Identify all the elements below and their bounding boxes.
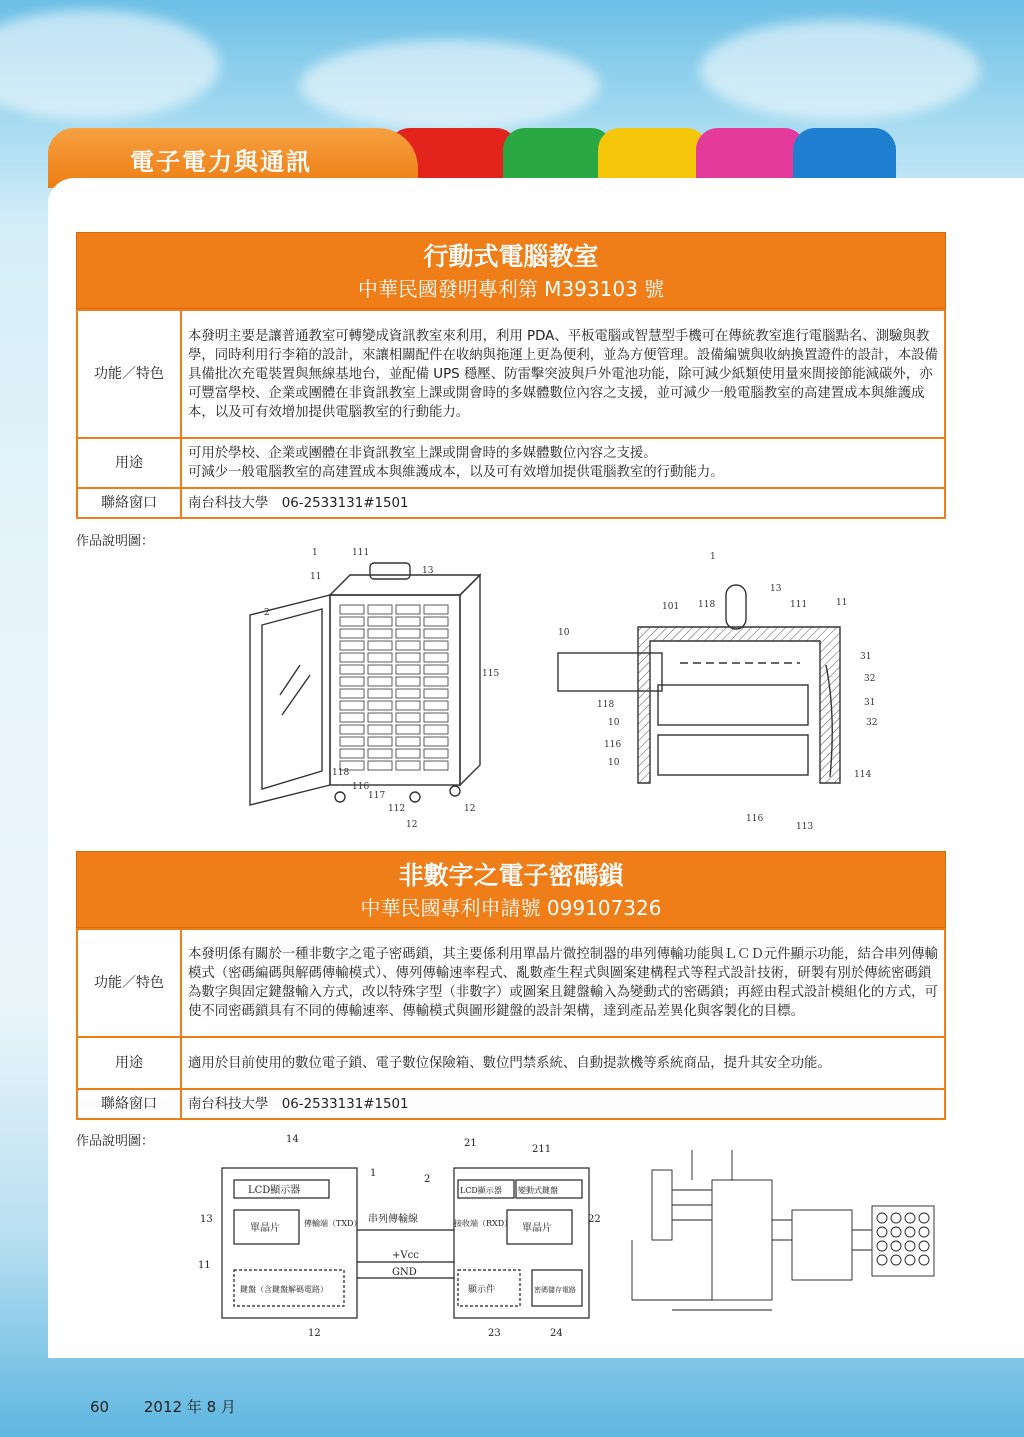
callout-label: 10	[558, 628, 570, 638]
callout-label: 118	[698, 600, 716, 610]
lcd-left-label: LCD顯示器	[248, 1185, 301, 1196]
callout-label: 22	[588, 1214, 601, 1225]
page-number: 60	[90, 1398, 110, 1416]
callout-label: 21	[464, 1138, 477, 1149]
serial-label: 串列傳輸線	[368, 1214, 418, 1225]
shelf-slot	[340, 689, 364, 698]
shelf-slot	[368, 689, 392, 698]
display-label: 顯示件	[468, 1285, 496, 1295]
features-text: 本發明係有關於一種非數字之電子密碼鎖，其主要係利用單晶片微控制器的串列傳輸功能與ＬＣＤ元件顯示功能，結合串列傳輸模式（密碼編碼與解碼傳輸模式）、傳列傳輸速率程式、亂數產生程式與圖案建構程式等程式設計技術，研製有別於傳統密碼鎖為數字與固定鍵盤輸入方式，改以特殊字型（非數字）或圖案且鍵盤輸入為變動式的密碼鎖；再經由程式設計模組化的方式，可使不同密碼鎖具有不同的傳輸速率、傳輸模式與圖形鍵盤的設計架構，達到產品差異化與客製化的目標。	[181, 929, 945, 1037]
shelf-slot	[340, 701, 364, 710]
callout-label: 2	[424, 1174, 431, 1185]
shelf-slot	[368, 641, 392, 650]
shelf-slot	[340, 737, 364, 746]
shelf-slot	[396, 701, 420, 710]
shelf-slot	[396, 665, 420, 674]
keypad-key	[905, 1241, 915, 1251]
shelf-slot	[396, 677, 420, 686]
keypad-key	[877, 1227, 887, 1237]
keypad-key	[877, 1255, 887, 1265]
shelf-slot	[368, 629, 392, 638]
callout-label: 101	[662, 602, 680, 612]
lcd-right-label: LCD顯示器	[460, 1186, 502, 1195]
patent-info-table	[76, 309, 946, 519]
contact-value: 南台科技大學 06-2533131#1501	[181, 1089, 945, 1119]
patent-number: 中華民國專利申請號 099107326	[360, 896, 662, 920]
keypad-key	[891, 1255, 901, 1265]
patent-title: 非數字之電子密碼鎖	[398, 861, 624, 890]
keypad-key	[919, 1227, 929, 1237]
callout-label: 111	[352, 548, 370, 558]
shelf-slot	[396, 617, 420, 626]
callout-label: 13	[200, 1214, 213, 1225]
shelf-slot	[368, 665, 392, 674]
shelf-slot	[396, 605, 420, 614]
callout-label: 111	[790, 600, 808, 610]
callout-label: 211	[532, 1144, 552, 1155]
callout-label: 1	[312, 548, 318, 558]
callout-label: 13	[422, 566, 434, 576]
shelf-slot	[368, 677, 392, 686]
shelf-slot	[368, 701, 392, 710]
shelf-slot	[396, 713, 420, 722]
shelf-slot	[424, 665, 448, 674]
page-footer	[90, 1396, 236, 1417]
shelf-slot	[396, 749, 420, 758]
keypad-key	[919, 1241, 929, 1251]
shelf-slot	[424, 629, 448, 638]
shelf-slot	[424, 725, 448, 734]
figure-caption: 作品說明圖：	[76, 534, 155, 549]
shelf-slot	[396, 629, 420, 638]
features-text: 本發明主要是讓普通教室可轉變成資訊教室來利用，利用 PDA、平板電腦或智慧型手機可在傳統教室進行電腦點名、測驗與教學，同時利用行李箱的設計，來讓相關配件在收納與拖運上更為便利，並為方便管理。設備編號與收納換置證件的設計，本設備具備批次充電裝置與無線基地台，並配備 UPS 穩壓、防雷擊突波與戶外電池功能，除可減少紙類使用量來間接節能減碳外，亦可豐富學校、企業或團體在非資訊教室上課或開會時的多媒體數位內容之支援，並可減少一般電腦教室的高建置成本與維護成本，以及可有效增加提供電腦教室的行動能力。	[181, 310, 945, 438]
features-label: 功能／特色	[77, 310, 181, 438]
callout-label: 116	[746, 814, 764, 824]
keypad-key	[919, 1213, 929, 1223]
contact-value: 南台科技大學 06-2533131#1501	[181, 488, 945, 518]
callout-label: 32	[864, 674, 876, 684]
shelf-slot	[368, 725, 392, 734]
cloud	[300, 40, 600, 130]
shelf-slot	[396, 641, 420, 650]
keypad-key	[905, 1227, 915, 1237]
callout-label: 115	[482, 669, 500, 679]
callout-label: 10	[608, 718, 620, 728]
shelf-slot	[368, 605, 392, 614]
keypad-label: 變動式鍵盤	[518, 1186, 558, 1195]
callout-label: 11	[198, 1260, 211, 1271]
case-section-drawing	[558, 585, 840, 783]
callout-label: 11	[310, 572, 322, 582]
usage-text: 適用於目前使用的數位電子鎖、電子數位保險箱、數位門禁系統、自動提款機等系統商品，提升其安全功能。	[181, 1037, 945, 1089]
issue-date: 2012 年 8 月	[143, 1398, 236, 1416]
callout-label: 12	[464, 804, 476, 814]
callout-label: 31	[860, 652, 872, 662]
contact-label: 聯絡窗口	[77, 1089, 181, 1119]
callout-label: 118	[332, 768, 350, 778]
shelf-slot	[340, 665, 364, 674]
shelf-slot	[424, 761, 448, 770]
callout-label: 32	[866, 718, 878, 728]
keypad-key	[891, 1227, 901, 1237]
shelf-slot	[368, 749, 392, 758]
shelf-slot	[368, 653, 392, 662]
callout-label: 12	[406, 820, 418, 830]
patent-figure-2-schematic	[612, 1130, 942, 1335]
shelf-slot	[424, 653, 448, 662]
shelf-slot	[340, 605, 364, 614]
shelf-slot	[340, 653, 364, 662]
usage-line: 可用於學校、企業或團體在非資訊教室上課或開會時的多媒體數位內容之支援。	[188, 446, 657, 461]
callout-label: 116	[352, 782, 370, 792]
callout-label: 2	[264, 608, 270, 618]
patent-info-table	[76, 928, 946, 1120]
shelf-slot	[396, 737, 420, 746]
shelf-slot	[424, 605, 448, 614]
keypad-key	[877, 1241, 887, 1251]
shelf-slot	[368, 761, 392, 770]
keypad-key	[891, 1213, 901, 1223]
keyboard-label: 鍵盤（含鍵盤解碼電路）	[240, 1285, 328, 1294]
keypad-key	[905, 1213, 915, 1223]
keypad-key	[877, 1213, 887, 1223]
shelf-slot	[424, 677, 448, 686]
callout-label: 1	[710, 552, 716, 562]
patent-figure-2-block	[192, 1130, 610, 1340]
shelf-slot	[424, 689, 448, 698]
vcc-label: +Vcc	[392, 1250, 419, 1261]
callout-label: 114	[854, 770, 872, 780]
callout-label: 10	[608, 758, 620, 768]
figure-caption: 作品說明圖：	[76, 1134, 155, 1149]
callout-label: 24	[550, 1328, 563, 1339]
callout-label: 117	[368, 791, 386, 801]
shelf-slot	[340, 749, 364, 758]
storage-label: 密碼儲存電路	[534, 1286, 576, 1294]
patent-block-2	[76, 851, 946, 1120]
shelf-slot	[424, 737, 448, 746]
cabinet-shelves	[340, 605, 448, 770]
cabinet-drawing	[250, 563, 480, 805]
gnd-label: GND	[392, 1267, 417, 1278]
callout-label: 31	[864, 698, 876, 708]
keypad-key	[919, 1255, 929, 1265]
shelf-slot	[340, 677, 364, 686]
patent-title: 行動式電腦教室	[423, 242, 599, 271]
txd-label: 傳輸端（TXD）	[304, 1219, 362, 1228]
shelf-slot	[340, 725, 364, 734]
shelf-slot	[396, 653, 420, 662]
callout-label: 23	[488, 1328, 501, 1339]
shelf-slot	[340, 617, 364, 626]
usage-text	[181, 438, 945, 488]
usage-label: 用途	[77, 438, 181, 488]
usage-line: 可減少一般電腦教室的高建置成本與維護成本，以及可有效增加提供電腦教室的行動能力。	[188, 465, 724, 480]
shelf-slot	[396, 761, 420, 770]
callout-label: 113	[796, 822, 814, 832]
shelf-slot	[424, 749, 448, 758]
shelf-slot	[424, 701, 448, 710]
patent-header	[76, 851, 946, 928]
keypad-key	[905, 1255, 915, 1265]
patent-figure-1	[240, 545, 900, 835]
shelf-slot	[396, 689, 420, 698]
shelf-slot	[396, 725, 420, 734]
shelf-slot	[368, 617, 392, 626]
shelf-slot	[368, 737, 392, 746]
patent-block-1	[76, 232, 946, 519]
section-title: 電子電力與通訊	[130, 148, 312, 176]
shelf-slot	[340, 629, 364, 638]
shelf-slot	[424, 713, 448, 722]
shelf-slot	[368, 713, 392, 722]
mcu-right-label: 單晶片	[522, 1223, 552, 1234]
keypad-key	[891, 1241, 901, 1251]
shelf-slot	[340, 641, 364, 650]
features-label: 功能／特色	[77, 929, 181, 1037]
shelf-slot	[424, 641, 448, 650]
mcu-left-label: 單晶片	[250, 1223, 280, 1234]
callout-label: 1	[370, 1168, 377, 1179]
usage-label: 用途	[77, 1037, 181, 1089]
rxd-label: 接收端（RXD）	[454, 1219, 513, 1228]
callout-label: 12	[308, 1328, 321, 1339]
contact-label: 聯絡窗口	[77, 488, 181, 518]
patent-header	[76, 232, 946, 309]
callout-label: 14	[286, 1134, 299, 1145]
callout-label: 112	[388, 804, 406, 814]
cloud	[700, 20, 980, 120]
patent-number: 中華民國發明專利第 M393103 號	[357, 277, 665, 301]
callout-label: 11	[836, 598, 848, 608]
callout-label: 13	[770, 584, 782, 594]
callout-label: 118	[597, 700, 615, 710]
shelf-slot	[424, 617, 448, 626]
callout-label: 116	[604, 740, 622, 750]
shelf-slot	[340, 713, 364, 722]
